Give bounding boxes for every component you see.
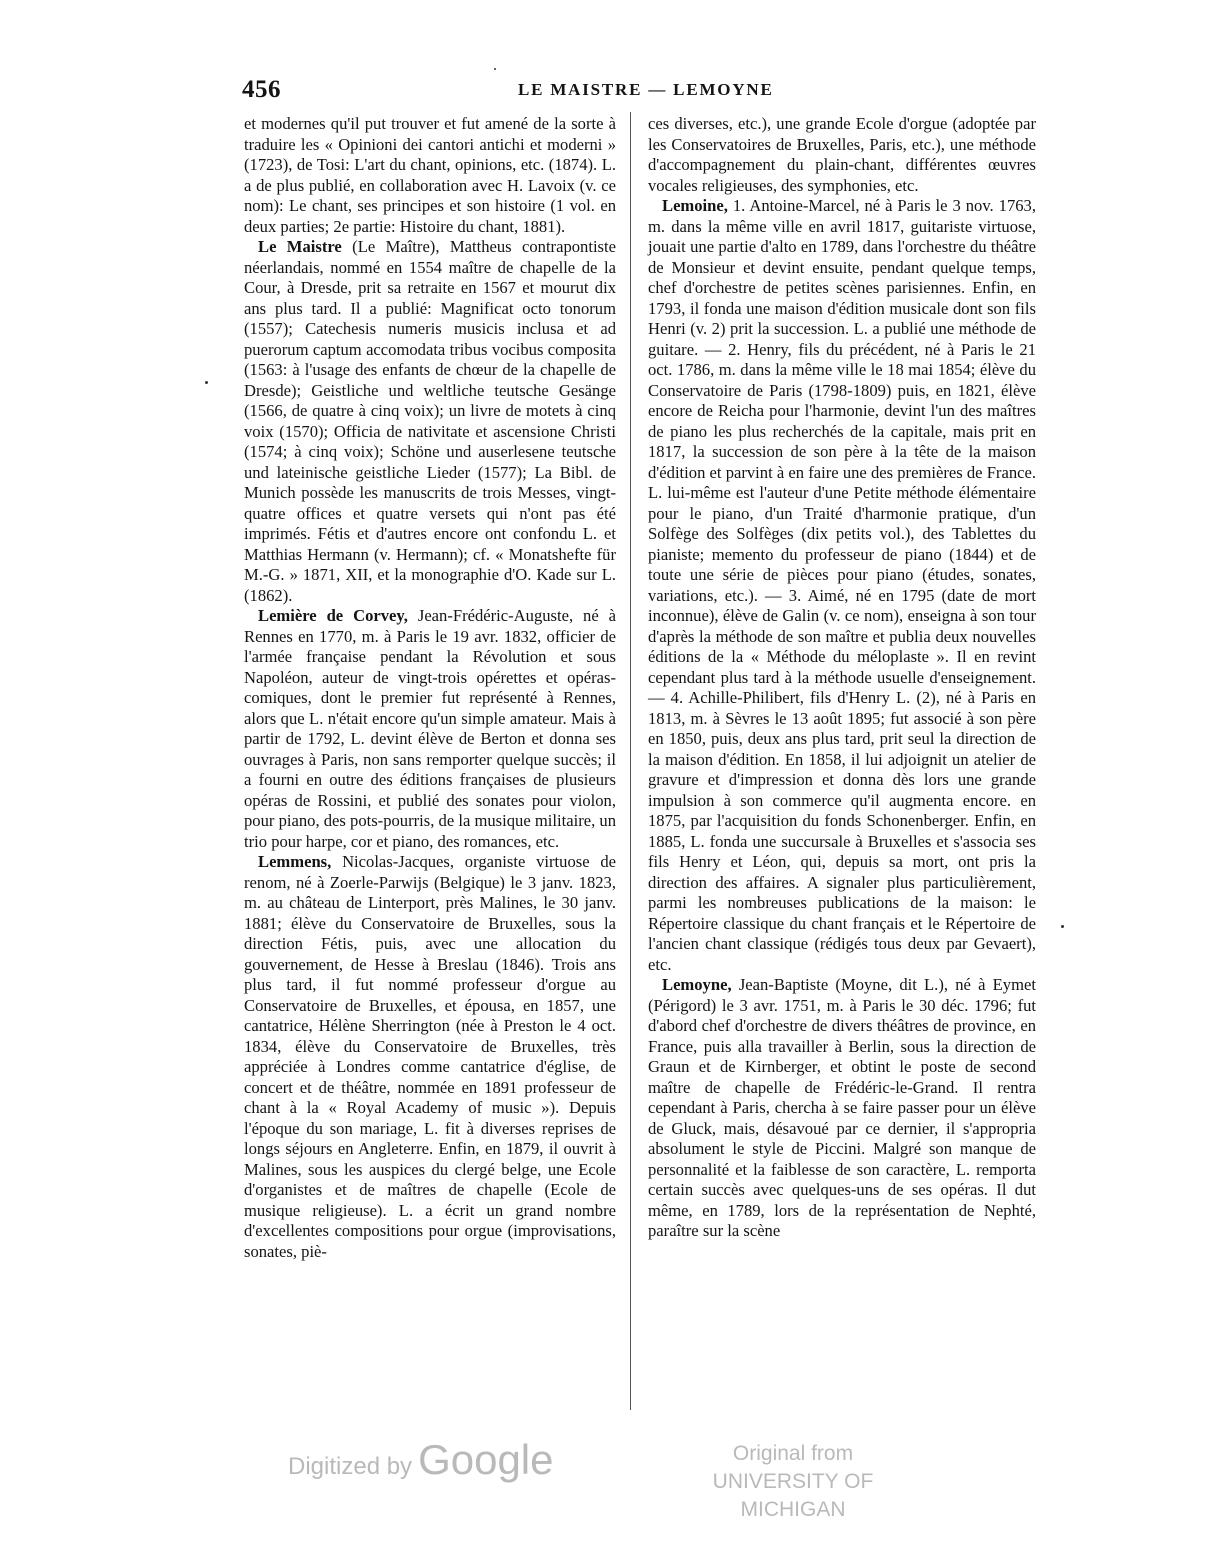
entry-le-maistre	[244, 237, 616, 606]
column-rule	[630, 112, 631, 1410]
left-column	[244, 114, 616, 1262]
headword: Lemoyne,	[662, 975, 732, 994]
digitized-by-label: Digitized by	[288, 1453, 413, 1480]
entry-text: Jean-Frédéric-Auguste, né à Rennes en 1770, m. à Paris le 19 avr. 1832, officier de l'armée française pendant la Révolution et sous Napoléon, auteur de vingt-trois opérettes et opéras-comiques, dont le premier fut représenté à Rennes, alors que L. n'était encore qu'un simple amateur. Mais à partir de 1792, L. devint élève de Berton et donna ses ouvrages à Paris, non sans remporter quelque succès; il a fourni en outre des éditions françaises de plusieurs opéras de Rossini, et publié des sonates pour violon, pour piano, des pots-pourris, de la musique militaire, un trio pour harpe, cor et piano, des romances, etc.	[244, 606, 616, 851]
scan-speck	[1061, 925, 1064, 928]
google-watermark	[288, 1436, 554, 1484]
left-paragraph-continuation: et modernes qu'il put trouver et fut amené de la sorte à traduire les « Opinioni dei cantori antichi et moderni » (1723), de Tosi: L'art du chant, opinions, etc. (1874). L. a de plus publié, en collaboration avec H. Lavoix (v. ce nom): Le chant, ses principes et son histoire (1 vol. en deux parties; 2e partie: Histoire du chant, 1881).	[244, 114, 616, 236]
entry-lemoyne	[648, 975, 1036, 1242]
entry-text: Nicolas-Jacques, organiste virtuose de renom, né à Zoerle-Parwijs (Belgique) le 3 janv. 1823, m. au château de Linterport, près Malines, le 30 janv. 1881; élève du Conservatoire de Bruxelles, sous la direction Fétis, puis, avec une allocation du gouvernement, de Hesse à Breslau (1846). Trois ans plus tard, il fut nommé professeur d'orgue au Conservatoire de Bruxelles, et épousa, en 1857, une cantatrice, Hélène Sherrington (née à Preston le 4 oct. 1834, élève du Conservatoire de Bruxelles, très appréciée à Londres comme cantatrice d'église, de concert et de théâtre, nommée en 1891 professeur de chant à la « Royal Academy of music »). Depuis l'époque du son mariage, L. fit à diverses reprises de longs séjours en Angleterre. Enfin, en 1879, il ouvrit à Malines, sous les auspices du clergé belge, une Ecole d'organistes et de maîtres de chapelle (Ecole de musique religieuse). L. a écrit un grand nombre d'excellentes compositions pour orgue (improvisations, sonates, piè-	[244, 852, 616, 1261]
running-head: LE MAISTRE — LEMOYNE	[518, 80, 774, 99]
headword: Lemoine,	[662, 196, 728, 215]
headword: Lemmens,	[258, 852, 332, 871]
entry-text: 1. Antoine-Marcel, né à Paris le 3 nov. 1763, m. dans la même ville en avril 1817, guitariste virtuose, jouait une partie d'alto en 1789, dans l'orchestre du théâtre de Monsieur et devint ensuite, pendant quelque temps, chef d'orchestre de petites scènes parisiennes. Enfin, en 1793, il fonda une maison d'édition musicale dont son fils Henri (v. 2) prit la succession. L. a publié une méthode de guitare. — 2. Henry, fils du précédent, né à Paris le 21 oct. 1786, m. dans la même ville le 18 mai 1854; élève du Conservatoire de Paris (1798-1809) puis, en 1821, élève encore de Reicha pour l'harmonie, devint l'un des maîtres de piano les plus recherchés de la capitale, mais prit en 1817, la succession de son père à la tête de la maison d'édition et parvint à en faire une des premières de France. L. lui-même est l'auteur d'une Petite méthode élémentaire pour le piano, d'un Traité d'harmonie pratique, d'un Solfège des Solfèges (dix petits vol.), des Tablettes du pianiste; memento du professeur de piano (1844) et de toute une série de pièces pour piano (études, sonates, variations, etc.). — 3. Aimé, né en 1795 (date de mort inconnue), élève de Galin (v. ce nom), enseigna à son tour d'après la méthode de son maître et publia deux nouvelles éditions de la « Méthode du méloplaste ». Il en revint cependant plus tard à la méthode usuelle d'enseignement. — 4. Achille-Philibert, fils d'Henry L. (2), né à Paris en 1813, m. à Sèvres le 13 août 1895; fut associé à son père en 1850, puis, deux ans plus tard, prit seul la direction de la maison d'édition. En 1858, il lui adjoignit un atelier de gravure et d'impression et donna dès lors une grande impulsion à son commerce qu'il augmenta encore. en 1875, par l'acquisition du fonds Schonenberger. Enfin, en 1885, L. fonda une succursale à Bruxelles et s'associa ses fils Henry et Léon, qui, depuis sa mort, ont pris la direction des affaires. A signaler plus particulièrement, parmi les nombreuses publications de la maison: le Répertoire classique du chant français et le Répertoire de l'ancien chant classique (rédigés tous deux par Gevaert), etc.	[648, 196, 1036, 974]
entry-lemiere-de-corvey	[244, 606, 616, 852]
right-column	[648, 114, 1036, 1242]
entry-text: Jean-Baptiste (Moyne, dit L.), né à Eymet (Périgord) le 3 avr. 1751, m. à Paris le 30 déc. 1796; fut d'abord chef d'orchestre de divers théâtres de province, en France, puis alla travailler à Berlin, sous la direction de Graun et de Kirnberger, et obtint le poste de second maître de chapelle de Frédéric-le-Grand. Il rentra cependant à Paris, chercha à se faire passer pour un élève de Gluck, mais, désavoué par ce dernier, il s'appropria absolument le style de Piccini. Malgré son manque de personnalité et la faiblesse de son caractère, L. remporta certain succès avec quelques-uns de ses opéras. Il dut même, en 1789, lors de la représentation de Nephté, paraître sur la scène	[648, 975, 1036, 1240]
scan-speck	[494, 68, 496, 70]
scan-speck	[205, 381, 208, 384]
google-logo: Google	[418, 1436, 554, 1483]
headword: Lemière de Corvey,	[258, 606, 408, 625]
origin-watermark	[668, 1440, 918, 1524]
entry-text: (Le Maître), Mattheus contrapontiste néerlandais, nommé en 1554 maître de chapelle de la Cour, à Dresde, prit sa retraite en 1567 et mourut dix ans plus tard. Il a publié: Magnificat octo tonorum (1557); Catechesis numeris musicis inclusa et ad puerorum captum accomodata tribus vocibus composita (1563: à l'usage des enfants de chœur de la chapelle de Dresde); Geistliche und weltliche teutsche Gesänge (1566, de quatre à cinq voix); un livre de motets à cinq voix (1570); Officia de nativitate et ascensione Christi (1574; à cinq voix); Schöne und auserlesene teutsche und lateinische geistliche Lieder (1577); La Bibl. de Munich possède les manuscrits de trois Messes, vingt-quatre offices et quatre versets qui n'ont pas été imprimés. Fétis et d'autres encore ont confondu L. et Matthias Hermann (v. Hermann); cf. « Monatshefte für M.-G. » 1871, XII, et la monographie d'O. Kade sur L. (1862).	[244, 237, 616, 605]
entry-lemoine	[648, 196, 1036, 975]
entry-lemmens	[244, 852, 616, 1262]
page-number: 456	[242, 76, 281, 103]
original-from-label: Original from	[732, 1442, 854, 1465]
right-paragraph-continuation: ces diverses, etc.), une grande Ecole d'orgue (adoptée par les Conservatoires de Bruxelles, Paris, etc.), une méthode d'accompagnement du plain-chant, différentes œuvres vocales religieuses, des symphonies, etc.	[648, 114, 1036, 195]
headword: Le Maistre	[258, 237, 342, 256]
university-label: UNIVERSITY OF MICHIGAN	[712, 1470, 874, 1521]
